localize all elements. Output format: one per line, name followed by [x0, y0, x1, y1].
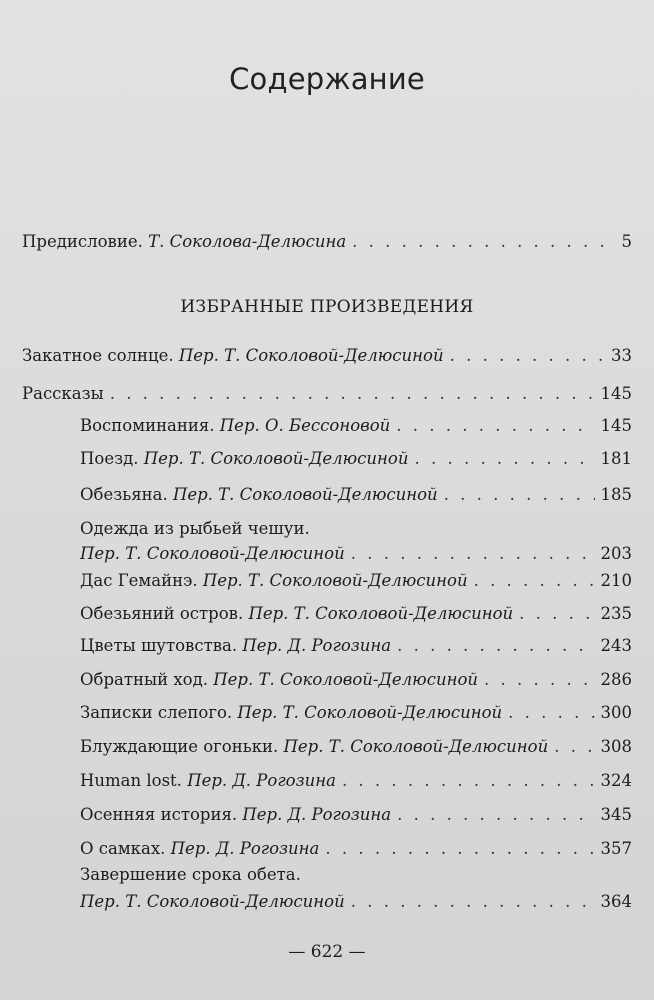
- dot-leader: [444, 485, 595, 504]
- toc-entry: [80, 485, 632, 504]
- dot-leader: [110, 384, 595, 403]
- dot-leader: [351, 892, 595, 911]
- dot-leader: [519, 604, 594, 623]
- dot-leader: [396, 416, 594, 435]
- toc-entry-preface: [22, 232, 632, 251]
- entry-page-number: 243: [600, 636, 632, 655]
- entry-title-line: Предисловие. Т. Соколова-Делюсина: [22, 232, 347, 251]
- entry-page-number: 145: [600, 384, 632, 403]
- dot-leader: [351, 544, 595, 563]
- dot-leader: [508, 703, 594, 722]
- entry-title: Рассказы: [22, 384, 104, 403]
- dot-leader: [484, 670, 595, 689]
- entry-title: Завершение срока обета.: [80, 865, 301, 884]
- dot-leader: [325, 839, 594, 858]
- entry-page-number: 145: [600, 416, 632, 435]
- dot-leader: [397, 636, 594, 655]
- entry-page-number: 185: [600, 485, 632, 504]
- toc-entry: [80, 604, 632, 623]
- dot-leader: [474, 571, 595, 590]
- entry-title-line: Дас Гемайнэ. Пер. Т. Соколовой-Делюсиной: [80, 571, 468, 590]
- toc-entry: [80, 771, 632, 790]
- toc-entry: [80, 416, 632, 435]
- page-title: Содержание: [229, 62, 425, 96]
- entry-page-number: 324: [600, 771, 632, 790]
- section-heading: ИЗБРАННЫЕ ПРОИЗВЕДЕНИЯ: [180, 297, 474, 317]
- toc-entry: [22, 346, 632, 365]
- toc-entry: [80, 636, 632, 655]
- entry-page-number: 308: [600, 737, 632, 756]
- entry-page-number: 235: [600, 604, 632, 623]
- dot-leader: [397, 805, 594, 824]
- dot-leader: [450, 346, 605, 365]
- dot-leader: [342, 771, 595, 790]
- dot-leader: [352, 232, 615, 251]
- entry-page-number: 33: [611, 346, 632, 365]
- entry-title-line: Воспоминания. Пер. О. Бессоновой: [80, 416, 391, 435]
- entry-page-number: 345: [600, 805, 632, 824]
- entry-title-line: О самках. Пер. Д. Рогозина: [80, 839, 320, 858]
- entry-page-number: 364: [600, 892, 632, 911]
- toc-entry-stories: [22, 384, 632, 403]
- entry-author: Пер. Т. Соколовой-Делюсиной: [80, 892, 345, 911]
- entry-title-line: Обратный ход. Пер. Т. Соколовой-Делюсиной: [80, 670, 478, 689]
- entry-title-line: Цветы шутовства. Пер. Д. Рогозина: [80, 636, 392, 655]
- toc-entry: [80, 571, 632, 590]
- toc-entry: [80, 737, 632, 756]
- toc-entry: [80, 805, 632, 824]
- toc-entry: [80, 703, 632, 722]
- entry-title: Одежда из рыбьей чешуи.: [80, 519, 310, 538]
- toc-entry: [80, 892, 632, 911]
- entry-page-number: 181: [600, 449, 632, 468]
- entry-title-line: Поезд. Пер. Т. Соколовой-Делюсиной: [80, 449, 409, 468]
- entry-page-number: 286: [600, 670, 632, 689]
- entry-page-number: 5: [621, 232, 632, 251]
- entry-page-number: 300: [600, 703, 632, 722]
- entry-title-line: Записки слепого. Пер. Т. Соколовой-Делюсиной: [80, 703, 503, 722]
- entry-page-number: 210: [600, 571, 632, 590]
- entry-title-line: Обезьяний остров. Пер. Т. Соколовой-Делюсиной: [80, 604, 514, 623]
- entry-title-line: Осенняя история. Пер. Д. Рогозина: [80, 805, 392, 824]
- dot-leader: [414, 449, 594, 468]
- toc-entry: [80, 839, 632, 858]
- entry-title-line: Блуждающие огоньки. Пер. Т. Соколовой-Делюсиной: [80, 737, 549, 756]
- dot-leader: [554, 737, 594, 756]
- toc-entry: [80, 670, 632, 689]
- page-number: — 622 —: [288, 942, 366, 962]
- entry-page-number: 203: [600, 544, 632, 563]
- entry-title-line: Закатное солнце. Пер. Т. Соколовой-Делюсиной: [22, 346, 444, 365]
- entry-author: Пер. Т. Соколовой-Делюсиной: [80, 544, 345, 563]
- toc-entry: [80, 449, 632, 468]
- toc-entry: [80, 544, 632, 563]
- entry-title-line: Обезьяна. Пер. Т. Соколовой-Делюсиной: [80, 485, 438, 504]
- entry-page-number: 357: [600, 839, 632, 858]
- entry-title-line: Human lost. Пер. Д. Рогозина: [80, 771, 336, 790]
